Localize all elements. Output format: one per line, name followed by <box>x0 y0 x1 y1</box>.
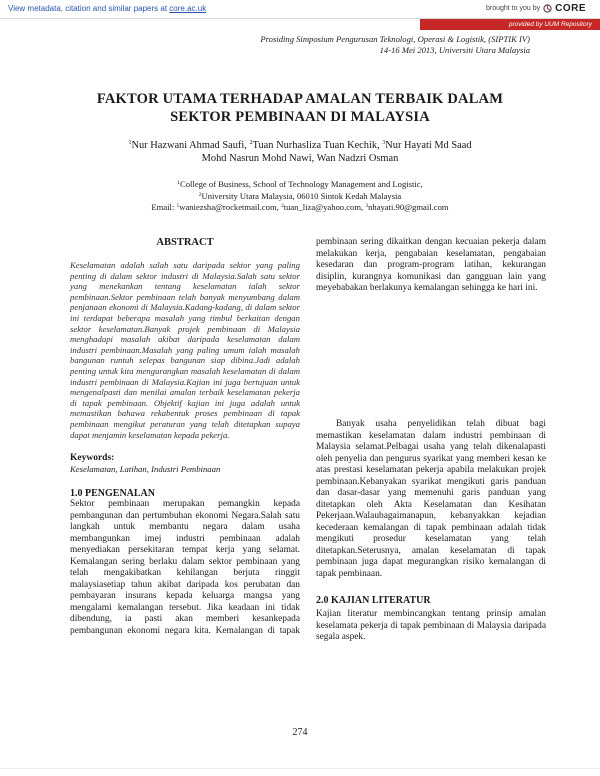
email-label: Email: <box>151 202 177 212</box>
proceedings-line-1: Prosiding Simposium Pengurusan Teknologi, Operasi & Logistik, (SIPTIK IV) <box>260 34 530 44</box>
affiliation-line-2 <box>60 190 540 202</box>
author-2-mark: 2 <box>249 140 253 146</box>
core-link-prefix: View metadata, citation and similar papers at <box>8 4 170 13</box>
email-1-mark: 1 <box>176 203 180 209</box>
core-brand[interactable] <box>486 3 586 14</box>
affiliation-2: University Utara Malaysia, 06010 Sintok Kedah Malaysia <box>201 190 402 201</box>
affiliation-2-mark: 2 <box>198 191 202 198</box>
brought-by-label: brought to you by <box>486 5 541 12</box>
section-1-paragraph-1-tail: pembinaan sering dikaitkan dengan kecuaian pekerja dalam melakukan kerja, pengabaian keselamatan, pengabaian kesedaran dan program-program latihan, kekurangan disiplin, kurangnya komunikasi dan gangguan lain yang meyebabakan berlakunya kemalangan sehingga ke hari ini. <box>316 237 546 293</box>
abstract-heading: ABSTRACT <box>156 237 214 248</box>
affiliation-1: College of Business, School of Technology Management and Logistic, <box>180 179 423 189</box>
author-3-mark: 3 <box>382 140 386 146</box>
author-1-mark: 1 <box>128 140 132 146</box>
core-banner <box>0 0 600 19</box>
email-3-mark: 3 <box>365 203 369 209</box>
left-column <box>70 237 300 637</box>
authors-line-2: Mohd Nasrun Mohd Nawi, Wan Nadzri Osman <box>201 153 399 164</box>
title-line-1: FAKTOR UTAMA TERHADAP AMALAN TERBAIK DALAM <box>96 91 504 107</box>
section-1-paragraph-2: Banyak usaha penyelidikan telah dibuat bagi memastikan keselamatan dalam industri pembinaan di Malaysia selamat.Pelbagai usaha yang telah dikenalapasti oleh penyelia dan pengurus syarikat yang memberi kesan ke atas prestasi keselamatan pekerja apabila melakukan projek pembinaan.Kebanyakan syarikat mengikuti garis panduan dan dasar-dasar yang memenuhi garis panduan yang ditetapkan oleh Akta Keselamatan dan Kesihatan Pekerjaan.Walaubagaimanapun, kebanyakkan kejadian kecederaan kemalangan di tapak pembinaan adalah tidak mengikuti prosedur keselamatan yang telah ditetapkan.Seterusnya, amalan keselamatan di tapak pembinaan juga dapat megurangkan risiko kemalangan di tapak pembinaan. <box>316 419 546 579</box>
section-2-paragraph-1: Kajian literatur membincangkan tentang prinsip amalan keselamata pekerja di tapak pembinaan di Malaysia daripada segala aspek. <box>316 609 546 642</box>
affiliation-1-mark: 1 <box>177 180 181 186</box>
right-column <box>316 237 546 644</box>
email-3: nhayati.90@gmail.com <box>368 202 449 212</box>
paper-title <box>60 90 540 126</box>
author-1: Nur Hazwani Ahmad Saufi, <box>131 140 250 151</box>
proceedings-header <box>260 34 530 56</box>
author-list <box>60 137 540 165</box>
section-1-paragraph-1-continued <box>316 237 546 410</box>
title-line-2: SEKTOR PEMBINAAN DI MALAYSIA <box>170 109 430 125</box>
affiliation-line-1 <box>60 178 540 190</box>
page-number: 274 <box>292 727 308 738</box>
section-1-paragraph-1: Sektor pembinaan merupakan pemangkin kepada pembangunan dan pertumbuhan ekonomi Negara.Salah satu langkah untuk membantu negara dalam usaha membangunkan imej industri pembinaan adalah menyediakan persekitaran tempat kerja yang selamat. Kemalangan sering berlaku dalam sektor pembinaan yang telah mengakibatkan kehilangan berjuta ringgit malaysiasetiap tahun akibat daripada kos perubatan dan pembayaran insurans kepada keluarga mangsa yang mengalami kemalangan tersebut. Jika keadaan ini tidak dibendung, ia pasti akan memberi kesankepada pembangunan ekonomi negara kita. Kemalangan di tapak <box>70 499 300 636</box>
abstract-text: Keselamatan adalah salah satu daripada sektor yang paling penting di dalam sektor industri di Malaysia.Salah satu sektor yang menekankan tentang keselamatan ialah sektor pembinaan.Sektor pembinaan telah banyak menyumbang dalam penjanaan ekonomi di Malaysia.Kadang-kadang, di dalam sektor ini terdapat beberapa masalah yang timbul berkaitan dengan sektor keselamatan.Banyak projek pembinaan di Malaysia menghadapi masalah akibat daripada keselamatan dalam industri pembinaan.Masalah yang paling umum ialah masalah bangunan runtuh selepas bangunan siap dibina.Jadi adalah penting untuk kita mengurangkan masalah keselamatan di dalam industri pembinaan di Malaysia.Kajian ini juga bertujuan untuk mengenalpasti dan menilai amalan terbaik keselamatan pekerja di tapak pembinaan. Objektif kajian ini juga adalah untuk memastikan bahawa rekabentuk proses pembinaan di tapak pembinaan mengikut peraturan yang telah ditetapkan supaya dapat menjamin keselamatan kepada pekerja. <box>70 260 300 440</box>
author-3: Nur Hayati Md Saad <box>385 140 472 151</box>
proceedings-line-2: 14-16 Mei 2013, Universiti Utara Malaysia <box>379 45 530 55</box>
authors-line-1 <box>60 137 540 152</box>
keywords-heading: Keywords: <box>70 453 115 464</box>
affiliation-block <box>60 178 540 213</box>
core-logo-text: CORE <box>555 3 586 14</box>
footer-divider <box>0 768 600 769</box>
core-link-domain: core.ac.uk <box>169 4 207 13</box>
email-2: tuan_liza@yahoo.com, <box>283 202 366 212</box>
core-logo-icon <box>543 4 552 13</box>
email-line <box>60 201 540 213</box>
keywords-text: Keselamatan, Latihan, Industri Pembinaan <box>70 464 221 475</box>
email-2-mark: 2 <box>280 203 284 209</box>
author-2: Tuan Nurhasliza Tuan Kechik, <box>252 140 383 151</box>
provided-by-badge[interactable]: provided by UUM Repository <box>420 19 600 30</box>
section-2-heading: 2.0 KAJIAN LITERATUR <box>316 595 431 606</box>
section-1-heading: 1.0 PENGENALAN <box>70 488 156 500</box>
email-1: waniezsha@rocketmail.com, <box>179 202 281 212</box>
core-metadata-link[interactable] <box>8 4 206 13</box>
